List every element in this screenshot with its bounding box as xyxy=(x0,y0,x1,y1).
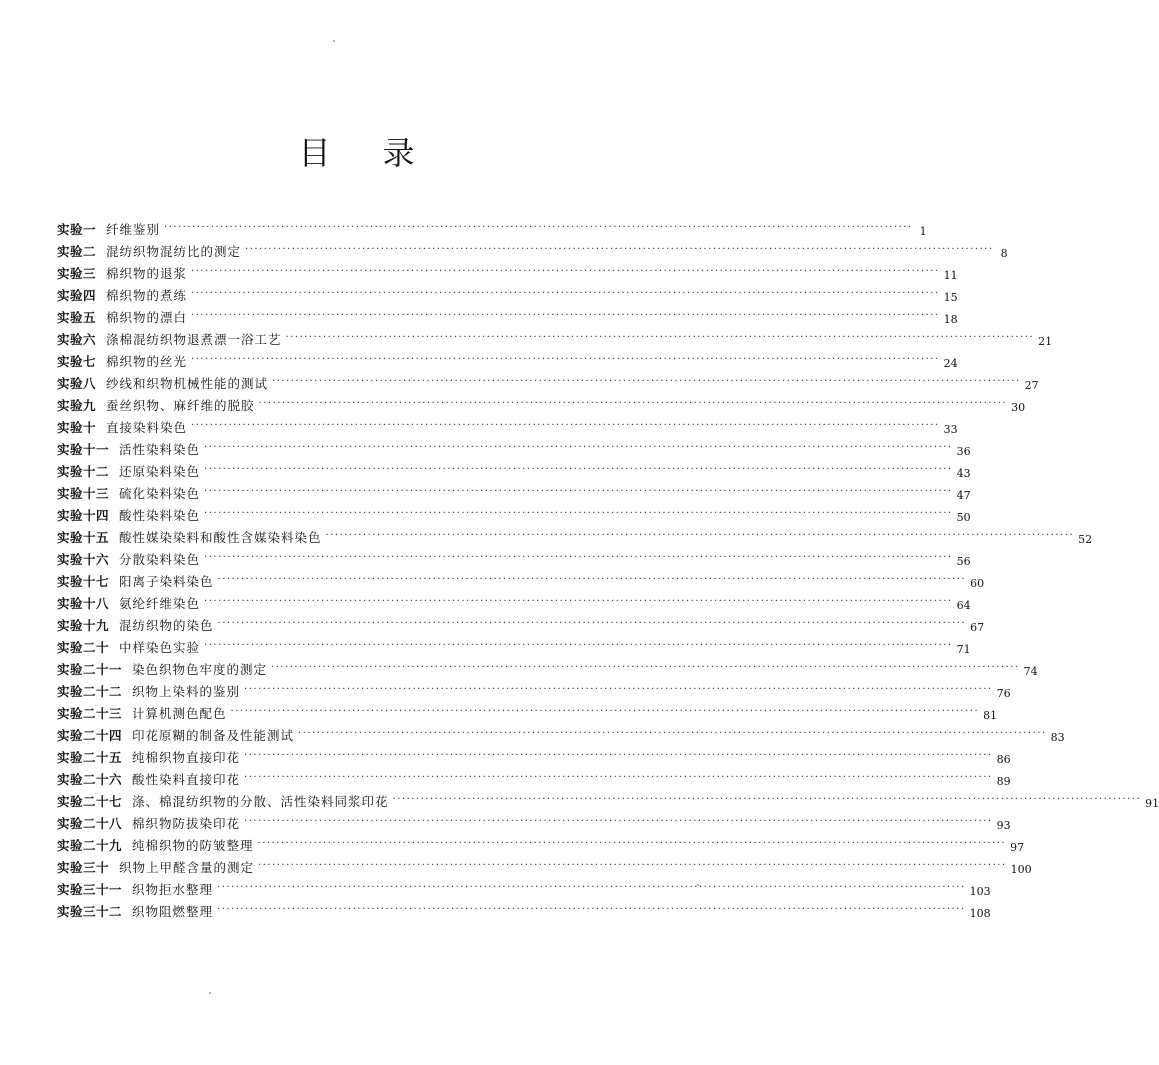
toc-entry[interactable] xyxy=(57,348,958,370)
toc-entry-page: 52 xyxy=(1078,533,1093,546)
toc-entry[interactable] xyxy=(57,414,958,436)
toc-entry-page: 1 xyxy=(919,225,927,238)
toc-entry-number: 实验二十七 xyxy=(57,794,123,809)
toc-dot-leader xyxy=(259,396,1008,412)
toc-entry-page: 83 xyxy=(1050,731,1065,744)
toc-dot-leader xyxy=(204,638,953,654)
toc-entry-title: 混纺织物混纺比的测定 xyxy=(106,244,242,259)
toc-entry-title: 直接染料染色 xyxy=(106,420,188,435)
toc-entry-page: 91 xyxy=(1145,797,1159,810)
toc-entry[interactable] xyxy=(57,216,927,238)
toc-entry-title: 纤维鉴别 xyxy=(106,222,161,237)
toc-entry[interactable] xyxy=(57,524,1093,546)
toc-entry[interactable] xyxy=(57,568,985,590)
toc-entry-title: 织物上甲醛含量的测定 xyxy=(119,860,255,875)
toc-entry-number: 实验十六 xyxy=(57,552,110,567)
toc-entry[interactable] xyxy=(57,722,1065,744)
toc-entry-page: 21 xyxy=(1038,335,1053,348)
toc-entry-title: 棉织物的煮练 xyxy=(106,288,188,303)
toc-entry[interactable] xyxy=(57,326,1053,348)
toc-entry-page: 33 xyxy=(943,423,958,436)
title-char-2: 录 xyxy=(382,134,415,172)
toc-dot-leader xyxy=(204,550,953,566)
toc-entry-title: 织物上染料的鉴别 xyxy=(132,684,241,699)
toc-dot-leader xyxy=(231,704,980,720)
toc-dot-leader xyxy=(271,660,1020,676)
toc-entry[interactable] xyxy=(57,832,1025,854)
toc-entry-number: 实验二十五 xyxy=(57,750,123,765)
toc-dot-leader xyxy=(191,352,940,368)
toc-entry-page: 18 xyxy=(943,313,958,326)
toc-entry-title: 棉织物的退浆 xyxy=(106,266,188,281)
toc-entry-title: 酸性媒染染料和酸性含媒染料染色 xyxy=(119,530,322,545)
toc-dot-leader xyxy=(258,836,1007,852)
toc-dot-leader xyxy=(286,330,1035,346)
toc-entry[interactable] xyxy=(57,700,998,722)
scan-speck xyxy=(209,992,211,994)
toc-dot-leader xyxy=(164,220,913,236)
toc-entry-page: 100 xyxy=(1010,863,1032,876)
scan-speck xyxy=(333,40,335,42)
toc-entry-number: 实验七 xyxy=(57,354,97,369)
toc-entry-title: 酸性染料直接印花 xyxy=(132,772,241,787)
toc-dot-leader xyxy=(204,484,953,500)
toc-dot-leader xyxy=(217,902,966,918)
toc-entry-title: 硫化染料染色 xyxy=(119,486,201,501)
toc-entry-number: 实验三十 xyxy=(57,860,110,875)
toc-entry-title: 氨纶纤维染色 xyxy=(119,596,201,611)
toc-entry[interactable] xyxy=(57,238,1008,260)
toc-entry-title: 还原染料染色 xyxy=(119,464,201,479)
toc-dot-leader xyxy=(245,242,994,258)
toc-dot-leader xyxy=(244,682,993,698)
toc-entry[interactable] xyxy=(57,634,971,656)
toc-entry-page: 76 xyxy=(996,687,1011,700)
toc-dot-leader xyxy=(244,770,993,786)
toc-entry-title: 蚕丝织物、麻纤维的脱胶 xyxy=(106,398,255,413)
scan-speck xyxy=(697,884,699,886)
toc-entry-page: 56 xyxy=(956,555,971,568)
title-char-1: 目 xyxy=(298,134,331,172)
page-title xyxy=(0,128,713,174)
toc-entry-number: 实验八 xyxy=(57,376,97,391)
toc-entry[interactable] xyxy=(57,612,985,634)
toc-entry[interactable] xyxy=(57,590,971,612)
toc-dot-leader xyxy=(326,528,1075,544)
toc-dot-leader xyxy=(258,858,1007,874)
toc-entry-page: 74 xyxy=(1023,665,1038,678)
toc-entry-number: 实验十三 xyxy=(57,486,110,501)
toc-entry[interactable] xyxy=(57,876,991,898)
toc-entry-number: 实验六 xyxy=(57,332,97,347)
toc-entry-page: 89 xyxy=(996,775,1011,788)
toc-entry-number: 实验十五 xyxy=(57,530,110,545)
toc-entry-title: 印花原糊的制备及性能测试 xyxy=(132,728,295,743)
toc-entry[interactable] xyxy=(57,480,971,502)
toc-entry-page: 67 xyxy=(970,621,985,634)
toc-entry-number: 实验二十三 xyxy=(57,706,123,721)
toc-entry-title: 中样染色实验 xyxy=(119,640,201,655)
toc-dot-leader xyxy=(191,308,940,324)
toc-entry-page: 30 xyxy=(1011,401,1026,414)
toc-dot-leader xyxy=(218,572,967,588)
toc-dot-leader xyxy=(393,792,1142,808)
toc-entry-number: 实验十四 xyxy=(57,508,110,523)
toc-entry-number: 实验二十九 xyxy=(57,838,123,853)
toc-entry-number: 实验十二 xyxy=(57,464,110,479)
toc-entry-title: 酸性染料染色 xyxy=(119,508,201,523)
toc-entry-page: 24 xyxy=(943,357,958,370)
toc-dot-leader xyxy=(217,880,966,896)
toc-entry-page: 50 xyxy=(956,511,971,524)
toc-entry[interactable] xyxy=(57,282,958,304)
toc-dot-leader xyxy=(191,286,940,302)
toc-entry[interactable] xyxy=(57,304,958,326)
toc-entry[interactable] xyxy=(57,898,991,920)
toc-entry-page: 93 xyxy=(996,819,1011,832)
toc-entry[interactable] xyxy=(57,678,1011,700)
toc-dot-leader xyxy=(191,418,940,434)
toc-entry-title: 棉织物防拔染印花 xyxy=(132,816,241,831)
toc-entry-title: 纯棉织物直接印花 xyxy=(132,750,241,765)
toc-entry-number: 实验四 xyxy=(57,288,97,303)
toc-entry-title: 活性染料染色 xyxy=(119,442,201,457)
toc-dot-leader xyxy=(298,726,1047,742)
toc-entry[interactable] xyxy=(57,854,1032,876)
toc-entry-number: 实验十 xyxy=(57,420,97,435)
toc-entry[interactable] xyxy=(57,766,1011,788)
toc-entry-number: 实验三十二 xyxy=(57,904,123,919)
toc-entry-title: 涤、棉混纺织物的分散、活性染料同浆印花 xyxy=(132,794,389,809)
toc-entry-title: 染色织物色牢度的测定 xyxy=(132,662,268,677)
toc-entry-page: 60 xyxy=(970,577,985,590)
toc-entry-page: 108 xyxy=(969,907,991,920)
toc-entry-title: 织物拒水整理 xyxy=(132,882,214,897)
toc-entry-title: 织物阻燃整理 xyxy=(132,904,214,919)
toc-dot-leader xyxy=(218,616,967,632)
toc-entry-title: 纯棉织物的防皱整理 xyxy=(132,838,254,853)
toc-dot-leader xyxy=(191,264,940,280)
toc-entry-number: 实验二十六 xyxy=(57,772,123,787)
toc-entry-page: 81 xyxy=(983,709,998,722)
toc-entry-page: 86 xyxy=(996,753,1011,766)
toc-entry-number: 实验三十一 xyxy=(57,882,123,897)
toc-entry-title: 分散染料染色 xyxy=(119,552,201,567)
toc-entry-page: 43 xyxy=(956,467,971,480)
toc-entry-page: 36 xyxy=(956,445,971,458)
toc-entry-number: 实验一 xyxy=(57,222,97,237)
toc-entry-title: 涤棉混纺织物退煮漂一浴工艺 xyxy=(106,332,282,347)
toc-entry-title: 计算机测色配色 xyxy=(132,706,227,721)
toc-entry-number: 实验二十四 xyxy=(57,728,123,743)
toc-entry-title: 棉织物的漂白 xyxy=(106,310,188,325)
toc-dot-leader xyxy=(272,374,1021,390)
toc-entry[interactable] xyxy=(57,546,971,568)
toc-entry-page: 71 xyxy=(956,643,971,656)
toc-entry-number: 实验十七 xyxy=(57,574,110,589)
toc-dot-leader xyxy=(204,440,953,456)
table-of-contents xyxy=(57,216,1159,920)
toc-dot-leader xyxy=(204,506,953,522)
toc-entry-page: 11 xyxy=(943,269,958,282)
toc-entry-page: 103 xyxy=(969,885,991,898)
toc-entry-number: 实验九 xyxy=(57,398,97,413)
toc-entry-number: 实验五 xyxy=(57,310,97,325)
toc-entry-page: 97 xyxy=(1010,841,1025,854)
toc-dot-leader xyxy=(204,594,953,610)
toc-dot-leader xyxy=(204,462,953,478)
toc-entry-page: 64 xyxy=(956,599,971,612)
toc-entry-number: 实验十一 xyxy=(57,442,110,457)
toc-entry[interactable] xyxy=(57,370,1039,392)
toc-entry-page: 47 xyxy=(956,489,971,502)
toc-entry[interactable] xyxy=(57,458,971,480)
toc-entry[interactable] xyxy=(57,260,958,282)
toc-entry-number: 实验二十一 xyxy=(57,662,123,677)
toc-dot-leader xyxy=(244,748,993,764)
toc-dot-leader xyxy=(244,814,993,830)
toc-entry-page: 8 xyxy=(1000,247,1008,260)
toc-entry-number: 实验二十二 xyxy=(57,684,123,699)
toc-entry-number: 实验十九 xyxy=(57,618,110,633)
toc-entry-title: 棉织物的丝光 xyxy=(106,354,188,369)
toc-entry-title: 纱线和织物机械性能的测试 xyxy=(106,376,269,391)
toc-entry[interactable] xyxy=(57,788,1159,810)
toc-entry-number: 实验二十 xyxy=(57,640,110,655)
toc-entry-number: 实验十八 xyxy=(57,596,110,611)
toc-entry-title: 混纺织物的染色 xyxy=(119,618,214,633)
toc-entry-number: 实验三 xyxy=(57,266,97,281)
toc-entry[interactable] xyxy=(57,436,971,458)
toc-entry-title: 阳离子染料染色 xyxy=(119,574,214,589)
toc-entry[interactable] xyxy=(57,810,1011,832)
toc-entry[interactable] xyxy=(57,392,1026,414)
toc-entry[interactable] xyxy=(57,656,1038,678)
toc-entry-page: 27 xyxy=(1024,379,1039,392)
toc-entry-number: 实验二十八 xyxy=(57,816,123,831)
toc-entry[interactable] xyxy=(57,744,1011,766)
toc-entry[interactable] xyxy=(57,502,971,524)
toc-entry-page: 15 xyxy=(943,291,958,304)
toc-entry-number: 实验二 xyxy=(57,244,97,259)
